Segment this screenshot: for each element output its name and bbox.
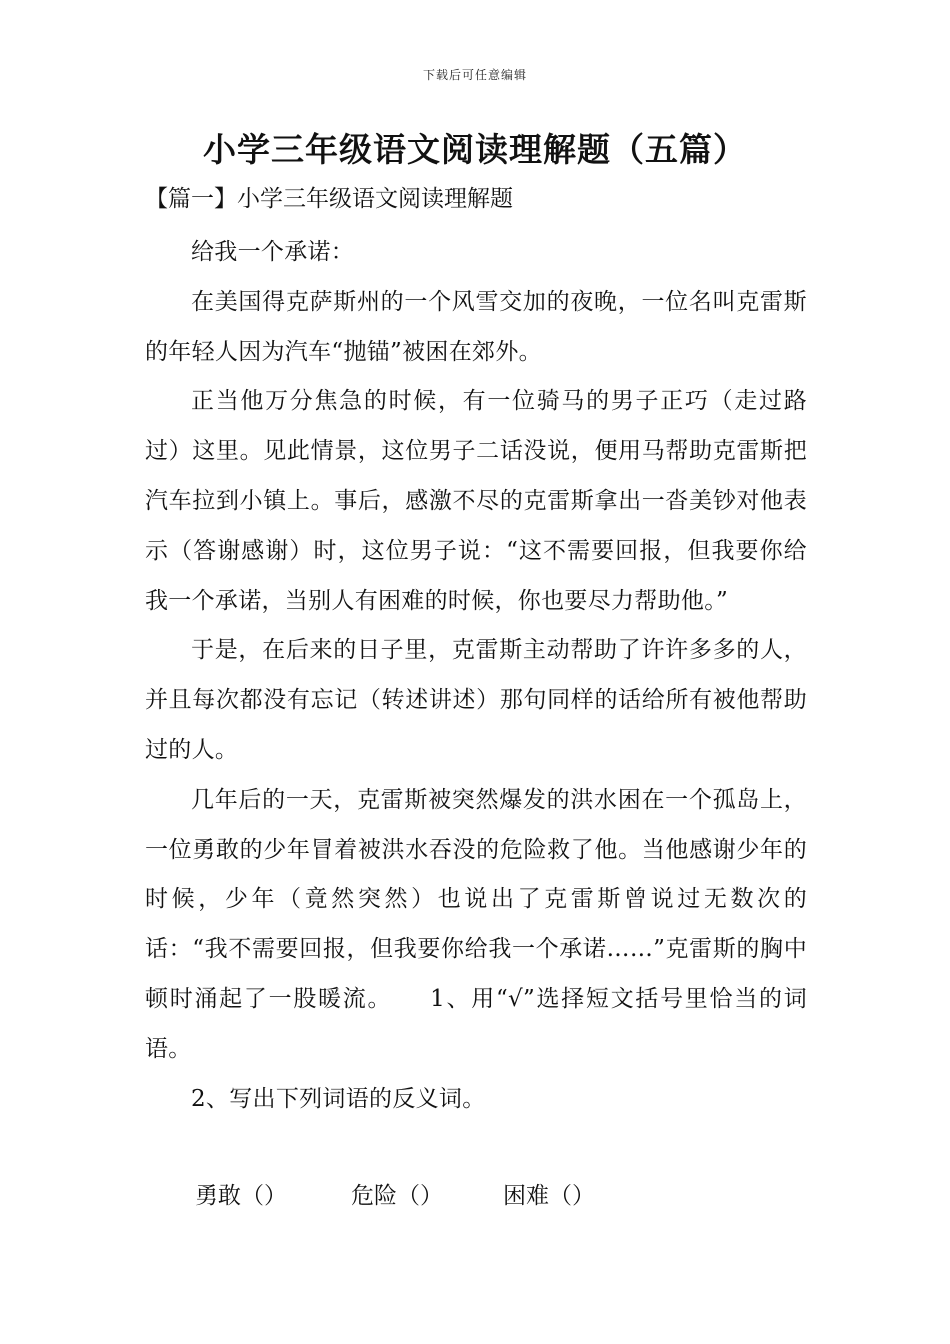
header-note: 下载后可任意编辑 [422, 68, 527, 82]
antonym-item-danger: 危险（） [351, 1183, 443, 1209]
document-title: 小学三年级语文阅读理解题（五篇） [203, 130, 747, 169]
paragraph-intro: 给我一个承诺： [191, 239, 355, 265]
paragraph-1: 在美国得克萨斯州的一个风雪交加的夜晚，一位名叫克雷斯的年轻人因为汽车“抛锚”被困在郊外。 [145, 288, 807, 365]
paragraph-4: 几年后的一天，克雷斯被突然爆发的洪水困在一个孤岛上，一位勇敢的少年冒着被洪水吞没的危险救了他。当他感谢少年的时候，少年（竟然突然）也说出了克雷斯曾说过无数次的话：“我不需要回报，但我要你给我一个承诺……”克雷斯的胸中顿时涌起了一股暖流。 1、用“√”选择短文括号里恰当的词语。 [145, 786, 807, 1062]
paragraph-2: 正当他万分焦急的时候，有一位骑马的男子正巧（走过路过）这里。见此情景，这位男子二话没说，便用马帮助克雷斯把汽车拉到小镇上。事后，感激不尽的克雷斯拿出一沓美钞对他表示（答谢感谢）时，这位男子说：“这不需要回报，但我要你给我一个承诺，当别人有困难的时候，你也要尽力帮助他。” [145, 388, 807, 614]
question-2: 2、写出下列词语的反义词。 [191, 1085, 486, 1112]
article-body [145, 228, 807, 1124]
paragraph-3: 于是，在后来的日子里，克雷斯主动帮助了许许多多的人，并且每次都没有忘记（转述讲述）那句同样的话给所有被他帮助过的人。 [145, 637, 807, 763]
antonym-item-brave: 勇敢（） [195, 1183, 287, 1209]
antonym-list [195, 1172, 595, 1222]
antonym-item-difficulty: 困难（） [503, 1183, 595, 1209]
section-heading: 【篇一】小学三年级语文阅读理解题 [145, 186, 513, 212]
